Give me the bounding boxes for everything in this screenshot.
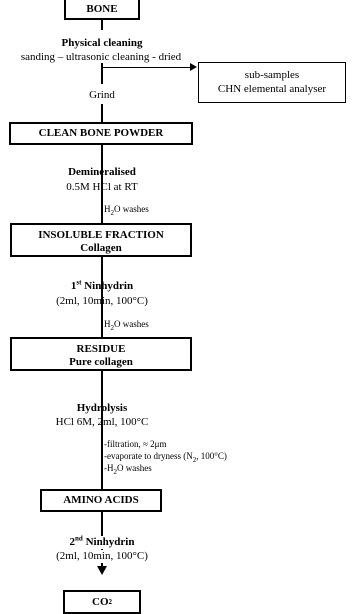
insoluble-fraction-line2: Collagen (80, 242, 122, 254)
step-second-ninhydrin-detail (2, 550, 202, 563)
step-hydrolysis-detail (2, 416, 202, 429)
second-ninhydrin-title-text: Ninhydrin (82, 536, 135, 548)
washes-1-suffix: O washes (114, 204, 149, 214)
demineralised-detail-text: 0.5M HCl at RT (66, 181, 138, 193)
connector-bone-to-cleaning (101, 20, 103, 30)
arrow-head-down (97, 566, 107, 575)
box-co2: CO 2 (63, 590, 141, 614)
note-filtration: -filtration, ≈ 2μm (104, 439, 167, 449)
step-first-ninhydrin-title (2, 280, 202, 293)
connector-branch-horizontal (102, 67, 190, 68)
grind-text: Grind (89, 89, 115, 101)
box-residue (10, 337, 192, 371)
residue-line1: RESIDUE (76, 343, 126, 355)
first-ninhydrin-detail-text: (2ml, 10min, 100°C) (56, 295, 148, 307)
sub-samples-line2: CHN elemental analyser (217, 83, 327, 95)
step-grind (52, 89, 152, 102)
step-first-ninhydrin-detail (2, 295, 202, 308)
step-demineralised-detail (2, 181, 202, 194)
amino-acids-label: AMINO ACIDS (63, 494, 139, 506)
note-evaporate-prefix: -evaporate to dryness (N (104, 451, 193, 461)
demineralised-title-text: Demineralised (68, 166, 136, 178)
step-physical-cleaning-title (2, 37, 202, 50)
box-amino-acids (40, 489, 162, 512)
step-water-washes-2 (104, 319, 184, 330)
step-second-ninhydrin-title (2, 536, 202, 549)
step-hydrolysis-title (2, 402, 202, 415)
note-evaporate-suffix: , 100°C) (196, 451, 227, 461)
first-ninhydrin-title-text: Ninhydrin (81, 280, 134, 292)
washes-2-suffix: O washes (114, 319, 149, 329)
second-ninhydrin-superscript: nd (75, 534, 83, 543)
washes-2-prefix: H (104, 319, 111, 329)
note-water-prefix: -H (104, 463, 114, 473)
washes-1-subscript: 2 (110, 208, 114, 217)
co2-text: CO (92, 595, 109, 608)
note-evaporate-subscript: 2 (192, 455, 197, 464)
hydrolysis-detail-text: HCl 6M, 2ml, 100°C (55, 416, 149, 428)
box-sub-samples (198, 62, 346, 103)
residue-line2: Pure collagen (69, 356, 133, 368)
box-insoluble-fraction (10, 223, 192, 257)
physical-cleaning-detail-text: sanding – ultrasonic cleaning - dried (20, 51, 182, 63)
note-evaporate (104, 450, 227, 462)
connector-grind-to-powder (101, 104, 103, 122)
washes-1-prefix: H (104, 204, 111, 214)
step-physical-cleaning-detail (0, 51, 202, 64)
box-clean-bone-powder (9, 122, 193, 145)
hydrolysis-title-text: Hydrolysis (76, 402, 128, 414)
physical-cleaning-title-text: Physical cleaning (61, 37, 143, 49)
insoluble-fraction-line1: INSOLUBLE FRACTION (38, 229, 164, 241)
note-water-suffix: O washes (117, 463, 152, 473)
sub-samples-line1: sub-samples (244, 69, 300, 81)
second-ninhydrin-detail-text: (2ml, 10min, 100°C) (56, 550, 148, 562)
note-water-subscript: 2 (113, 467, 117, 476)
step-water-washes-1 (104, 204, 184, 215)
connector-residue-to-amino (101, 371, 103, 489)
first-ninhydrin-number: 1 (70, 280, 77, 292)
step-demineralised-title (2, 166, 202, 179)
box-bone (64, 0, 140, 20)
washes-2-subscript: 2 (110, 323, 114, 332)
processing-notes (104, 438, 227, 474)
arrow-head-right (190, 63, 197, 71)
clean-bone-powder-label: CLEAN BONE POWDER (38, 127, 164, 139)
second-ninhydrin-number: 2 (69, 536, 76, 548)
note-water-washes (104, 462, 227, 474)
first-ninhydrin-superscript: st (76, 278, 82, 287)
box-bone-label: BONE (86, 2, 118, 15)
